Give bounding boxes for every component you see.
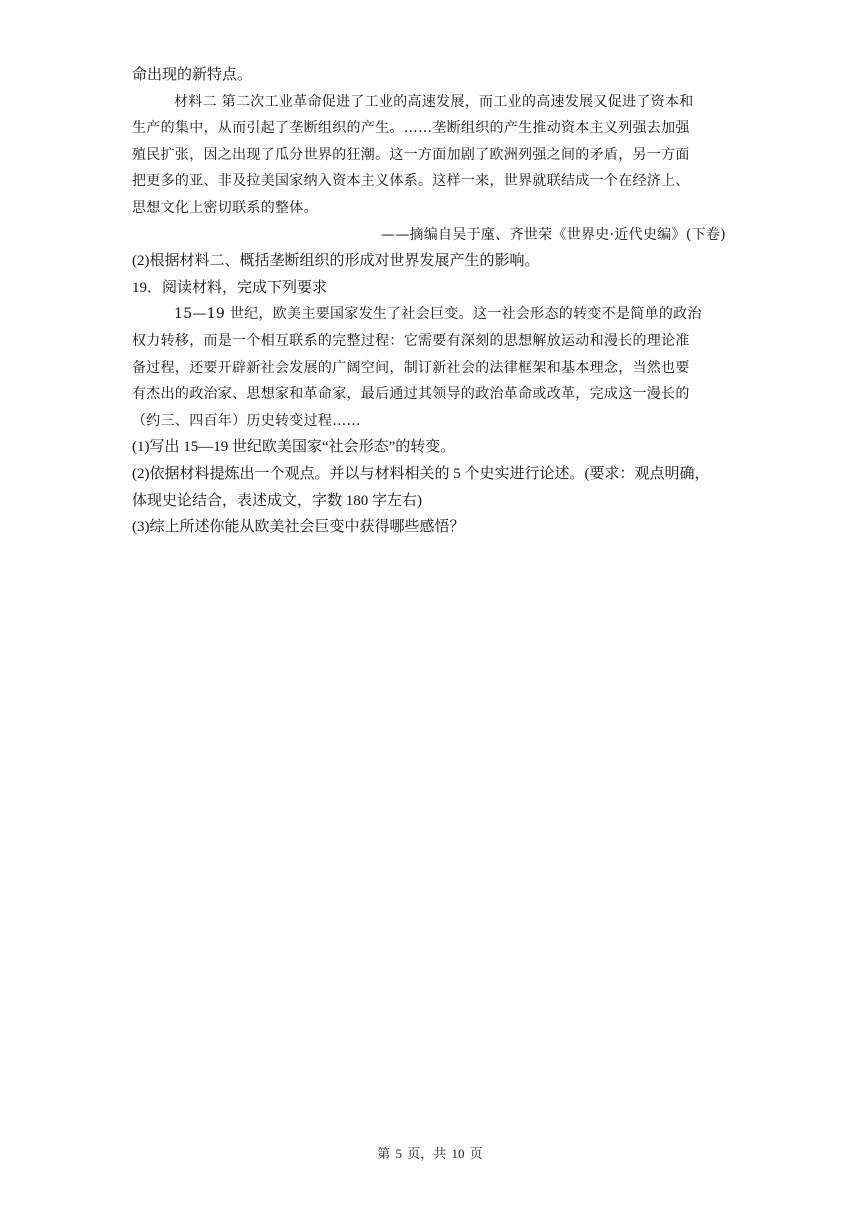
page-content	[132, 62, 728, 541]
question-19-material-line: 备过程，还要开辟新社会发展的广阔空间，制订新社会的法律框架和基本理念，当然也要	[132, 359, 690, 376]
material-two-line: 思想文化上密切联系的整体。	[132, 199, 318, 216]
question-19-part-3: (3)综上所述你能从欧美社会巨变中获得哪些感悟？	[132, 519, 465, 536]
material-two	[132, 89, 728, 249]
material-two-source: ——摘编自吴于廑、齐世荣《世界史·近代史编》(下卷)	[380, 226, 726, 243]
material-two-line: 生产的集中，从而引起了垄断组织的产生。……垄断组织的产生推动资本主义列强去加强	[132, 120, 690, 137]
question-18-part-2: (2)根据材料二、概括垄断组织的形成对世界发展产生的影响。	[132, 253, 540, 270]
question-19-material-line: 权力转移，而是一个相互联系的完整过程：它需要有深刻的思想解放运动和漫长的理论准	[132, 332, 690, 349]
material-two-line: 殖民扩张，因之出现了瓜分世界的狂潮。这一方面加剧了欧洲列强之间的矛盾，另一方面	[132, 146, 690, 163]
question-19-material-line: 有杰出的政治家、思想家和革命家，最后通过其领导的政治革命或改革，完成这一漫长的	[132, 386, 690, 403]
question-19-part-2-continued: 体现史论结合，表述成文，字数 180 字左右)	[132, 492, 422, 509]
question-19-part-1: (1)写出 15—19 世纪欧美国家“社会形态”的转变。	[132, 439, 456, 456]
question-19-material-line: （约三、四百年）历史转变过程……	[132, 412, 361, 429]
page-number-footer: 第 5 页，共 10 页	[377, 1146, 483, 1161]
question-19-material	[132, 301, 728, 434]
question-19-header: 19．阅读材料，完成下列要求	[132, 279, 328, 296]
material-two-line: 把更多的亚、非及拉美国家纳入资本主义体系。这样一来，世界就联结成一个在经济上、	[132, 173, 690, 190]
question-19-part-2: (2)依据材料提炼出一个观点。并以与材料相关的 5 个史实进行论述。(要求：观点明确，	[132, 465, 710, 482]
continued-line: 命出现的新特点。	[132, 67, 253, 83]
material-two-line: 材料二 第二次工业革命促进了工业的高速发展，而工业的高速发展又促进了资本和	[174, 93, 694, 110]
question-19-material-line: 15—19 世纪，欧美主要国家发生了社会巨变。这一社会形态的转变不是简单的政治	[174, 306, 702, 323]
